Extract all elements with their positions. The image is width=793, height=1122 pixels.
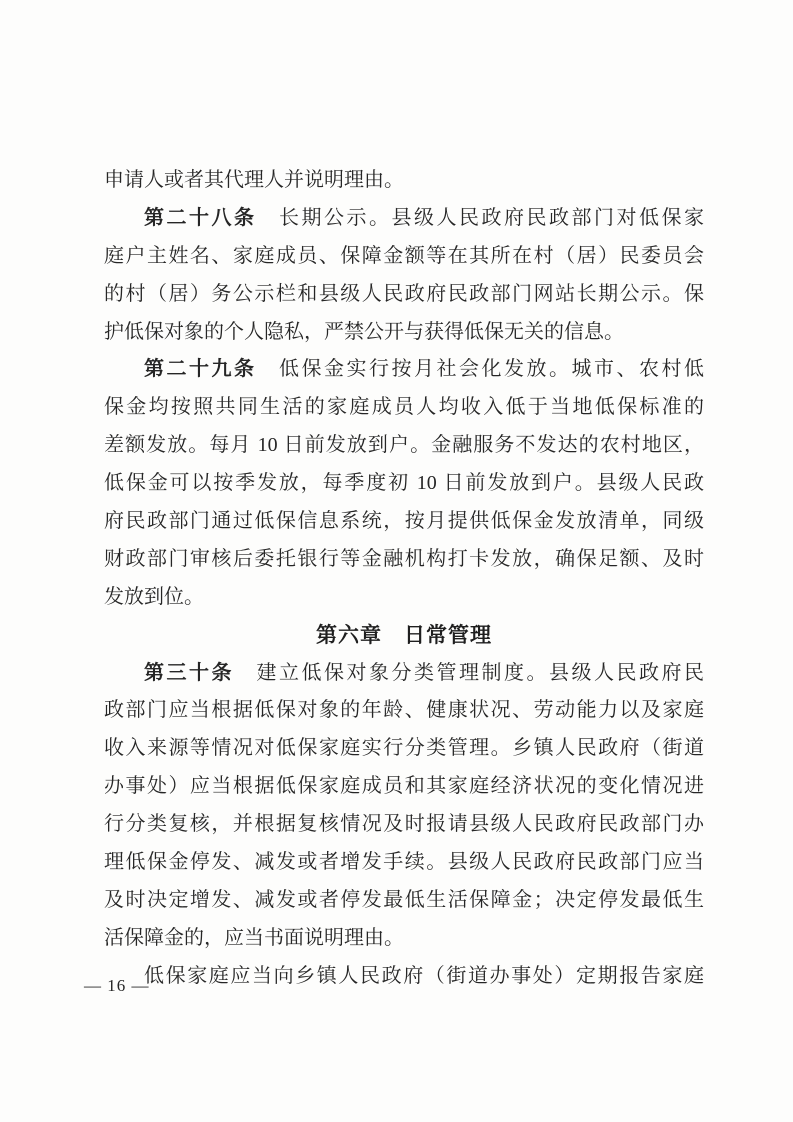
line-text: 府民政部门通过低保信息系统，按月提供低保金发放清单，同级 (104, 510, 704, 533)
text-line (104, 844, 704, 882)
text-line (104, 730, 704, 768)
text-line (104, 427, 704, 465)
text-line (104, 958, 704, 996)
chapter-heading (104, 617, 704, 655)
line-text: 收入来源等情况对低保家庭实行分类管理。乡镇人民政府（街道 (104, 737, 704, 760)
line-text: 护低保对象的个人隐私，严禁公开与获得低保无关的信息。 (104, 320, 624, 343)
line-text: 的村（居）务公示栏和县级人民政府民政部门网站长期公示。保 (104, 282, 704, 305)
line-text: 保金均按照共同生活的家庭成员人均收入低于当地低保标准的 (104, 396, 704, 419)
article-number: 第二十九条 (144, 358, 257, 381)
text-line (104, 579, 704, 617)
line-text: 差额发放。每月 10 日前发放到户。金融服务不发达的农村地区， (104, 434, 704, 457)
line-text: 低保金实行按月社会化发放。城市、农村低 (256, 358, 704, 381)
text-line (104, 920, 704, 958)
line-text: 政部门应当根据低保对象的年龄、健康状况、劳动能力以及家庭 (104, 699, 704, 722)
article-number: 第二十八条 (144, 206, 257, 229)
line-text: 庭户主姓名、家庭成员、保障金额等在其所在村（居）民委员会 (104, 244, 704, 267)
line-text: 理低保金停发、减发或者增发手续。县级人民政府民政部门应当 (104, 851, 704, 874)
article-number: 第三十条 (144, 661, 234, 684)
line-text: 办事处）应当根据低保家庭成员和其家庭经济状况的变化情况进 (104, 775, 704, 798)
text-line (104, 162, 704, 200)
text-line (104, 806, 704, 844)
text-line (104, 238, 704, 276)
text-line (104, 503, 704, 541)
line-text: 及时决定增发、减发或者停发最低生活保障金；决定停发最低生 (104, 888, 704, 911)
text-line (104, 882, 704, 920)
text-line (104, 541, 704, 579)
chapter-heading-text: 第六章 日常管理 (316, 623, 492, 647)
text-line (104, 276, 704, 314)
line-text: 长期公示。县级人民政府民政部门对低保家 (256, 206, 704, 229)
line-text: 低保家庭应当向乡镇人民政府（街道办事处）定期报告家庭 (144, 964, 704, 987)
text-line (104, 314, 704, 352)
line-text: 财政部门审核后委托银行等金融机构打卡发放，确保足额、及时 (104, 547, 704, 570)
document-body (104, 162, 704, 996)
text-line (104, 389, 704, 427)
article-29-start-line (104, 351, 704, 389)
line-text: 低保金可以按季发放，每季度初 10 日前发放到户。县级人民政 (104, 472, 704, 495)
article-28-start-line (104, 200, 704, 238)
line-text: 申请人或者其代理人并说明理由。 (104, 169, 404, 191)
line-text: 行分类复核，并根据复核情况及时报请县级人民政府民政部门办 (104, 813, 704, 836)
line-text: 发放到位。 (104, 585, 204, 608)
text-line (104, 692, 704, 730)
text-line (104, 465, 704, 503)
line-text: 活保障金的，应当书面说明理由。 (104, 926, 404, 949)
article-30-start-line (104, 655, 704, 693)
text-line (104, 768, 704, 806)
line-text: 建立低保对象分类管理制度。县级人民政府民 (234, 661, 704, 684)
page-number: — 16 — (84, 976, 150, 995)
